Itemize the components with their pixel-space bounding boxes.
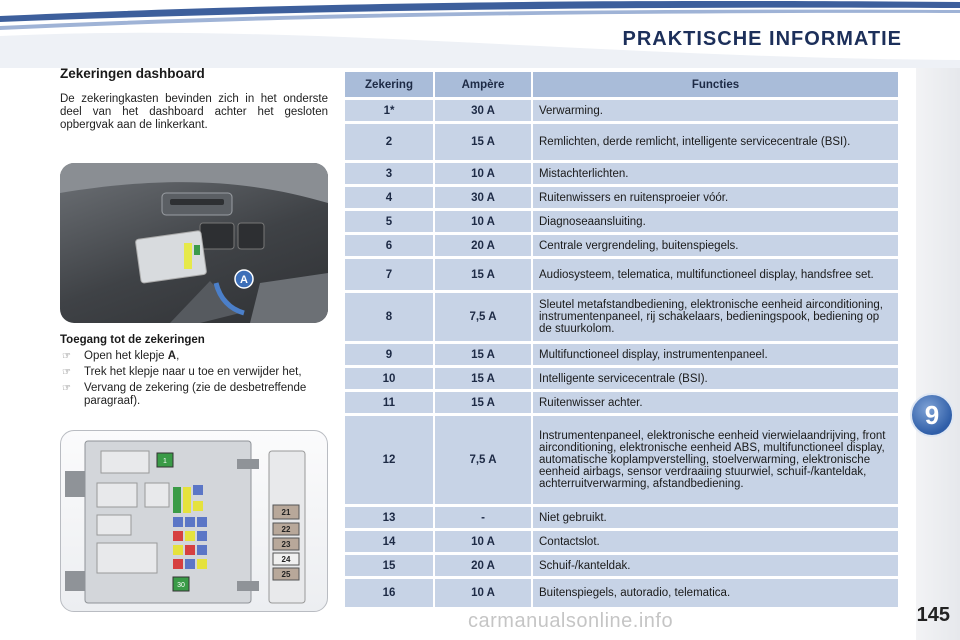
table-row (345, 259, 900, 290)
table-row (345, 163, 900, 184)
svg-text:24: 24 (281, 555, 291, 564)
header-functions: Functies (533, 72, 900, 97)
fuse-function: Multifunctioneel display, instrumentenpaneel. (533, 344, 900, 365)
fuse-ampere: 7,5 A (435, 293, 533, 341)
intro-paragraph: De zekeringkasten bevinden zich in het onderste deel van het dashboard achter het gesloten opbergvak aan de linkerkant. (60, 93, 328, 131)
table-row (345, 368, 900, 389)
pointer-icon: ☞ (62, 383, 71, 394)
fuse-number: 3 (345, 163, 435, 184)
fuse-ampere: 15 A (435, 259, 533, 290)
table-row (345, 124, 900, 160)
fuse-function: Schuif-/kanteldak. (533, 555, 900, 576)
svg-text:23: 23 (281, 540, 291, 549)
section-title: Zekeringen dashboard (60, 66, 205, 81)
fuse-ampere: 30 A (435, 187, 533, 208)
fuse-function: Centrale vergrendeling, buitenspiegels. (533, 235, 900, 256)
fuse-number: 7 (345, 259, 435, 290)
table-row (345, 507, 900, 528)
pointer-icon: ☞ (62, 351, 71, 362)
fuse-function: Niet gebruikt. (533, 507, 900, 528)
fuse-number: 13 (345, 507, 435, 528)
fuse-function: Ruitenwissers en ruitensproeier vóór. (533, 187, 900, 208)
step-item: ☞ Trek het klepje naar u toe en verwijder het, (62, 366, 302, 378)
table-row (345, 187, 900, 208)
callout-a-label: A (240, 274, 248, 286)
fuse-ampere: - (435, 507, 533, 528)
table-row (345, 235, 900, 256)
page-number: 145 (916, 604, 950, 626)
fuse-function: Audiosysteem, telematica, multifunctioneel display, handsfree set. (533, 259, 900, 290)
fuse-function: Buitenspiegels, autoradio, telematica. (533, 579, 900, 607)
fuse-function: Contactslot. (533, 531, 900, 552)
fuse-function: Intelligente servicecentrale (BSI). (533, 368, 900, 389)
table-row (345, 416, 900, 504)
watermark: carmanualsonline.info (468, 610, 674, 632)
table-row (345, 211, 900, 232)
fuse-number: 16 (345, 579, 435, 607)
fusebox-illustration (61, 431, 328, 612)
fuse-number: 12 (345, 416, 435, 504)
fuse-ampere: 10 A (435, 579, 533, 607)
fuse-function: Diagnoseaansluiting. (533, 211, 900, 232)
step-item: ☞ Vervang de zekering (zie de desbetreffende paragraaf). (62, 382, 307, 407)
fuse-number: 2 (345, 124, 435, 160)
svg-text:21: 21 (281, 508, 291, 517)
header-ampere: Ampère (435, 72, 533, 97)
table-row (345, 392, 900, 413)
table-row (345, 293, 900, 341)
fuse-ampere: 15 A (435, 392, 533, 413)
dashboard-illustration (60, 163, 328, 323)
fuse-number: 4 (345, 187, 435, 208)
fuse-ampere: 30 A (435, 100, 533, 121)
fuse-ampere: 10 A (435, 163, 533, 184)
svg-text:30: 30 (177, 582, 185, 589)
pointer-icon: ☞ (62, 367, 71, 378)
table-row (345, 344, 900, 365)
fuse-table-body (345, 100, 900, 607)
fuse-function: Verwarming. (533, 100, 900, 121)
table-header-row (345, 72, 900, 97)
fuse-number: 1* (345, 100, 435, 121)
chapter-badge: 9 (910, 393, 954, 437)
svg-text:1: 1 (163, 458, 167, 465)
fuse-number: 8 (345, 293, 435, 341)
table-row (345, 100, 900, 121)
svg-text:25: 25 (281, 570, 291, 579)
fuse-number: 15 (345, 555, 435, 576)
table-row (345, 531, 900, 552)
fuse-number: 10 (345, 368, 435, 389)
right-margin-band (916, 68, 960, 640)
fuse-ampere: 20 A (435, 235, 533, 256)
fuse-function: Instrumentenpaneel, elektronische eenheid vierwielaandrijving, front airconditioning, elektronische eenheid ABS, multifunctioneel display, automatische koplampverstelling, stoelverwarming, elektronische eenheid airbags, sensor verdraaiing stuurwiel, schuif-/kanteldak, achterruitverwarming, afstandbediening. (533, 416, 900, 504)
fuse-number: 14 (345, 531, 435, 552)
fuse-table (345, 69, 900, 610)
fuse-ampere: 15 A (435, 368, 533, 389)
access-title: Toegang tot de zekeringen (60, 334, 205, 346)
dashboard-photo (60, 163, 328, 323)
step-item: ☞ Open het klepje A, (62, 350, 180, 362)
fuse-ampere: 10 A (435, 211, 533, 232)
fuse-ampere: 15 A (435, 124, 533, 160)
table-row (345, 579, 900, 607)
access-steps (60, 350, 328, 411)
fuse-number: 11 (345, 392, 435, 413)
table-row (345, 555, 900, 576)
fuse-number: 6 (345, 235, 435, 256)
fuse-number: 5 (345, 211, 435, 232)
fuse-function: Remlichten, derde remlicht, intelligente servicecentrale (BSI). (533, 124, 900, 160)
fuse-function: Ruitenwisser achter. (533, 392, 900, 413)
fuse-function: Sleutel metafstandbediening, elektronische eenheid airconditioning, instrumentenpaneel, rij schakelaars, bedieningspook, bediening op de stuurkolom. (533, 293, 900, 341)
fusebox-diagram (60, 430, 328, 612)
fuse-number: 9 (345, 344, 435, 365)
header-fuse: Zekering (345, 72, 435, 97)
svg-text:22: 22 (281, 525, 291, 534)
fuse-function: Mistachterlichten. (533, 163, 900, 184)
fuse-ampere: 7,5 A (435, 416, 533, 504)
fuse-ampere: 15 A (435, 344, 533, 365)
page-title: PRAKTISCHE INFORMATIE (622, 28, 902, 50)
fuse-ampere: 20 A (435, 555, 533, 576)
fuse-ampere: 10 A (435, 531, 533, 552)
